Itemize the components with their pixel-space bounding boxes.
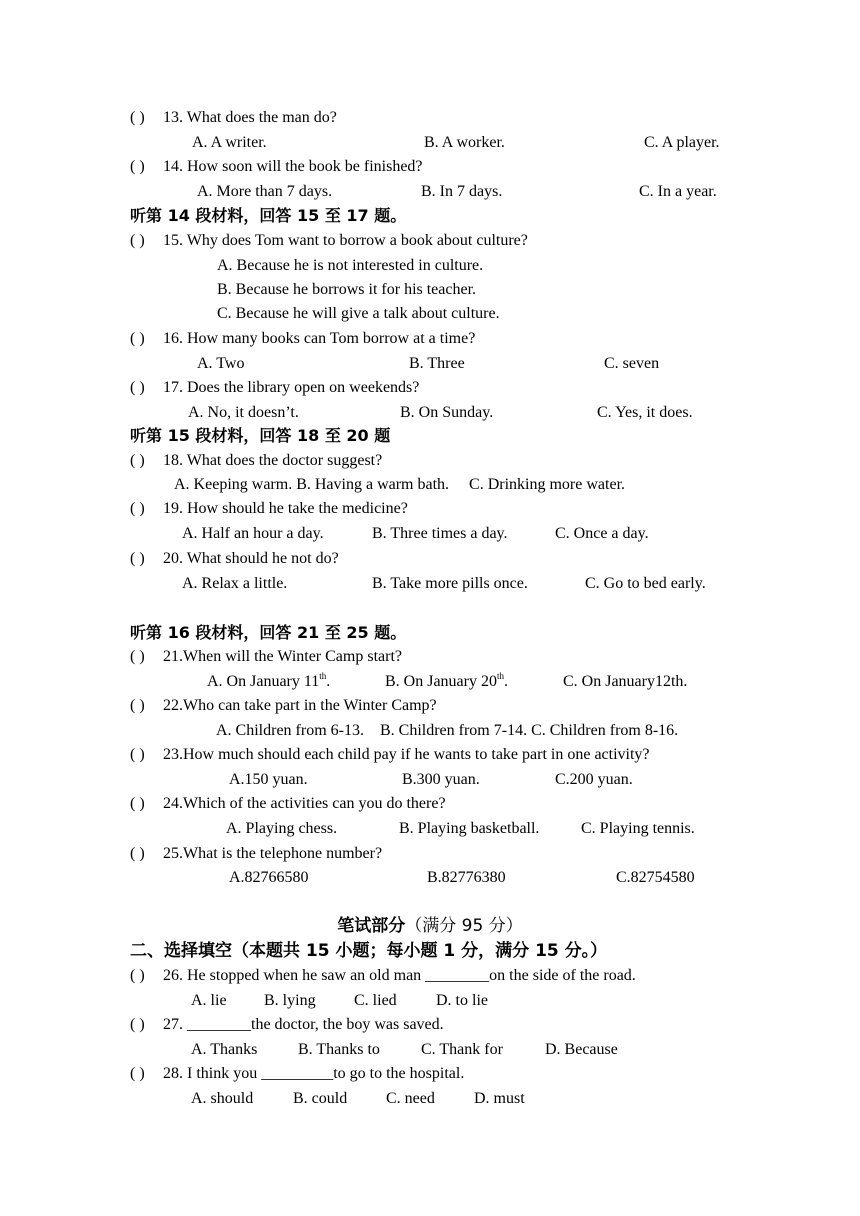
option-c: C. Playing tennis. xyxy=(581,820,695,837)
question-23 xyxy=(0,743,860,767)
part-2-text: 二、选择填空（本题共 15 小题；每小题 1 分，满分 15 分。） xyxy=(130,941,608,961)
question-13-options xyxy=(0,131,860,155)
header-text: 听第 15 段材料，回答 18 至 20 题 xyxy=(130,426,391,445)
question-28 xyxy=(0,1062,860,1086)
option-a: A. lie xyxy=(191,992,227,1009)
question-23-options xyxy=(0,768,860,792)
question-16-options xyxy=(0,352,860,376)
answer-blank[interactable]: ( ) xyxy=(130,330,145,347)
option-b: B.300 yuan. xyxy=(402,771,480,788)
option-a: A. should xyxy=(191,1090,254,1107)
question-text: 16. How many books can Tom borrow at a time? xyxy=(163,330,476,347)
question-25 xyxy=(0,842,860,866)
question-text: 17. Does the library open on weekends? xyxy=(163,379,420,396)
section-header-14 xyxy=(0,204,860,228)
option-b: B. A worker. xyxy=(424,134,505,151)
option-a: A. A writer. xyxy=(192,134,267,151)
question-27 xyxy=(0,1013,860,1037)
option-b: B. Three times a day. xyxy=(372,525,508,542)
answer-blank[interactable]: ( ) xyxy=(130,452,145,469)
header-text: 听第 14 段材料，回答 15 至 17 题。 xyxy=(130,206,407,225)
question-21-options xyxy=(0,670,860,694)
answer-blank[interactable]: ( ) xyxy=(130,697,145,714)
option-c: C.82754580 xyxy=(616,869,695,886)
question-17 xyxy=(0,376,860,400)
option-a: A. Relax a little. xyxy=(182,575,288,592)
question-24 xyxy=(0,792,860,816)
question-text: 14. How soon will the book be finished? xyxy=(163,158,423,175)
question-18 xyxy=(0,449,860,473)
answer-blank[interactable]: ( ) xyxy=(130,550,145,567)
option-a: A. No, it doesn’t. xyxy=(188,404,299,421)
question-27-options xyxy=(0,1038,860,1062)
option-a-text: A. On January 11 xyxy=(207,673,320,690)
question-22-options xyxy=(0,719,860,743)
question-text: 23.How much should each child pay if he wants to take part in one activity? xyxy=(163,746,650,763)
title-bold: 笔试部分 xyxy=(337,916,406,936)
option-b-sup: th xyxy=(496,671,504,681)
option-b: B. On Sunday. xyxy=(400,404,494,421)
answer-blank[interactable]: ( ) xyxy=(130,1016,145,1033)
option-c: C. Once a day. xyxy=(555,525,649,542)
option-b: B. lying xyxy=(264,992,316,1009)
title-wrap xyxy=(0,913,860,939)
question-26 xyxy=(0,964,860,988)
part-2-header xyxy=(0,938,860,964)
option-b: B. On January 20th. xyxy=(385,671,508,690)
question-16 xyxy=(0,327,860,351)
option-c: C. lied xyxy=(354,992,397,1009)
question-25-options xyxy=(0,866,860,890)
option-b: B.82776380 xyxy=(427,869,506,886)
question-13 xyxy=(0,106,860,130)
option-a-sup: th xyxy=(319,671,327,681)
question-text: 22.Who can take part in the Winter Camp? xyxy=(163,697,437,714)
option-d: D. Because xyxy=(545,1041,618,1058)
option-c: C.200 yuan. xyxy=(555,771,633,788)
question-text: 25.What is the telephone number? xyxy=(163,845,383,862)
option-a: A. On January 11th. xyxy=(207,671,331,690)
option-c: C. Thank for xyxy=(421,1041,503,1058)
question-19 xyxy=(0,497,860,521)
option-a: A. More than 7 days. xyxy=(197,183,333,200)
option-c: C. need xyxy=(386,1090,435,1107)
question-text: 20. What should he not do? xyxy=(163,550,339,567)
option-a: A. Playing chess. xyxy=(226,820,338,837)
option-a: A.150 yuan. xyxy=(229,771,308,788)
question-28-options xyxy=(0,1087,860,1111)
answer-blank[interactable]: ( ) xyxy=(130,232,145,249)
question-14 xyxy=(0,155,860,179)
option-b: B. could xyxy=(293,1090,348,1107)
answer-blank[interactable]: ( ) xyxy=(130,845,145,862)
answer-blank[interactable]: ( ) xyxy=(130,648,145,665)
option-c: C. Go to bed early. xyxy=(585,575,706,592)
question-text: 24.Which of the activities can you do there? xyxy=(163,795,446,812)
question-20 xyxy=(0,547,860,571)
option-d: D. to lie xyxy=(436,992,488,1009)
question-text: 27. ________the doctor, the boy was saved. xyxy=(163,1016,444,1033)
question-22 xyxy=(0,694,860,718)
question-21 xyxy=(0,645,860,669)
option-c-line xyxy=(0,302,860,326)
question-18-options xyxy=(0,473,860,497)
option-a: A. Because he is not interested in culture. xyxy=(217,257,484,274)
written-part-title xyxy=(0,913,860,939)
option-a: A.82766580 xyxy=(229,869,309,886)
question-text: 18. What does the doctor suggest? xyxy=(163,452,383,469)
option-c: C. Yes, it does. xyxy=(597,404,693,421)
question-14-options xyxy=(0,180,860,204)
question-text: 19. How should he take the medicine? xyxy=(163,500,408,517)
question-text: 21.When will the Winter Camp start? xyxy=(163,648,402,665)
option-b: B. In 7 days. xyxy=(421,183,503,200)
answer-blank[interactable]: ( ) xyxy=(130,379,145,396)
question-24-options xyxy=(0,817,860,841)
question-15 xyxy=(0,229,860,253)
option-b-line xyxy=(0,278,860,302)
answer-blank[interactable]: ( ) xyxy=(130,746,145,763)
option-b: B. Because he borrows it for his teacher. xyxy=(217,281,477,298)
option-b: B. Three xyxy=(409,355,465,372)
question-text: 26. He stopped when he saw an old man ________on the side of the road. xyxy=(163,967,636,984)
answer-blank[interactable]: ( ) xyxy=(130,967,145,984)
option-b: B. Thanks to xyxy=(298,1041,380,1058)
question-text: 13. What does the man do? xyxy=(163,109,337,126)
section-header-16 xyxy=(0,621,860,645)
option-c: C. seven xyxy=(604,355,660,372)
option-a: A. Half an hour a day. xyxy=(182,525,324,542)
header-text: 听第 16 段材料，回答 21 至 25 题。 xyxy=(130,623,407,642)
answer-blank[interactable]: ( ) xyxy=(130,795,145,812)
option-d: D. must xyxy=(474,1090,525,1107)
option-c: C. Because he will give a talk about culture. xyxy=(217,305,500,322)
option-a-line xyxy=(0,254,860,278)
question-20-options xyxy=(0,572,860,596)
option-a: A. Two xyxy=(197,355,245,372)
question-text: 15. Why does Tom want to borrow a book about culture? xyxy=(163,232,528,249)
question-26-options xyxy=(0,989,860,1013)
question-19-options xyxy=(0,522,860,546)
option-c: C. On January12th. xyxy=(563,673,688,690)
options-line: A. Keeping warm. B. Having a warm bath. C. Drinking more water. xyxy=(174,476,626,493)
question-17-options xyxy=(0,401,860,425)
option-c: C. A player. xyxy=(644,134,720,151)
option-b: B. Playing basketball. xyxy=(399,820,540,837)
answer-blank[interactable]: ( ) xyxy=(130,158,145,175)
option-b: B. Take more pills once. xyxy=(372,575,528,592)
answer-blank[interactable]: ( ) xyxy=(130,109,145,126)
option-c: C. In a year. xyxy=(639,183,717,200)
option-b-text: B. On January 20 xyxy=(385,673,497,690)
option-a: A. Thanks xyxy=(191,1041,258,1058)
title-normal: （满分 95 分） xyxy=(405,916,523,936)
question-text: 28. I think you _________to go to the hospital. xyxy=(163,1065,465,1082)
options-line: A. Children from 6-13. B. Children from 7-14. C. Children from 8-16. xyxy=(216,722,679,739)
answer-blank[interactable]: ( ) xyxy=(130,500,145,517)
section-header-15 xyxy=(0,424,860,448)
answer-blank[interactable]: ( ) xyxy=(130,1065,145,1082)
